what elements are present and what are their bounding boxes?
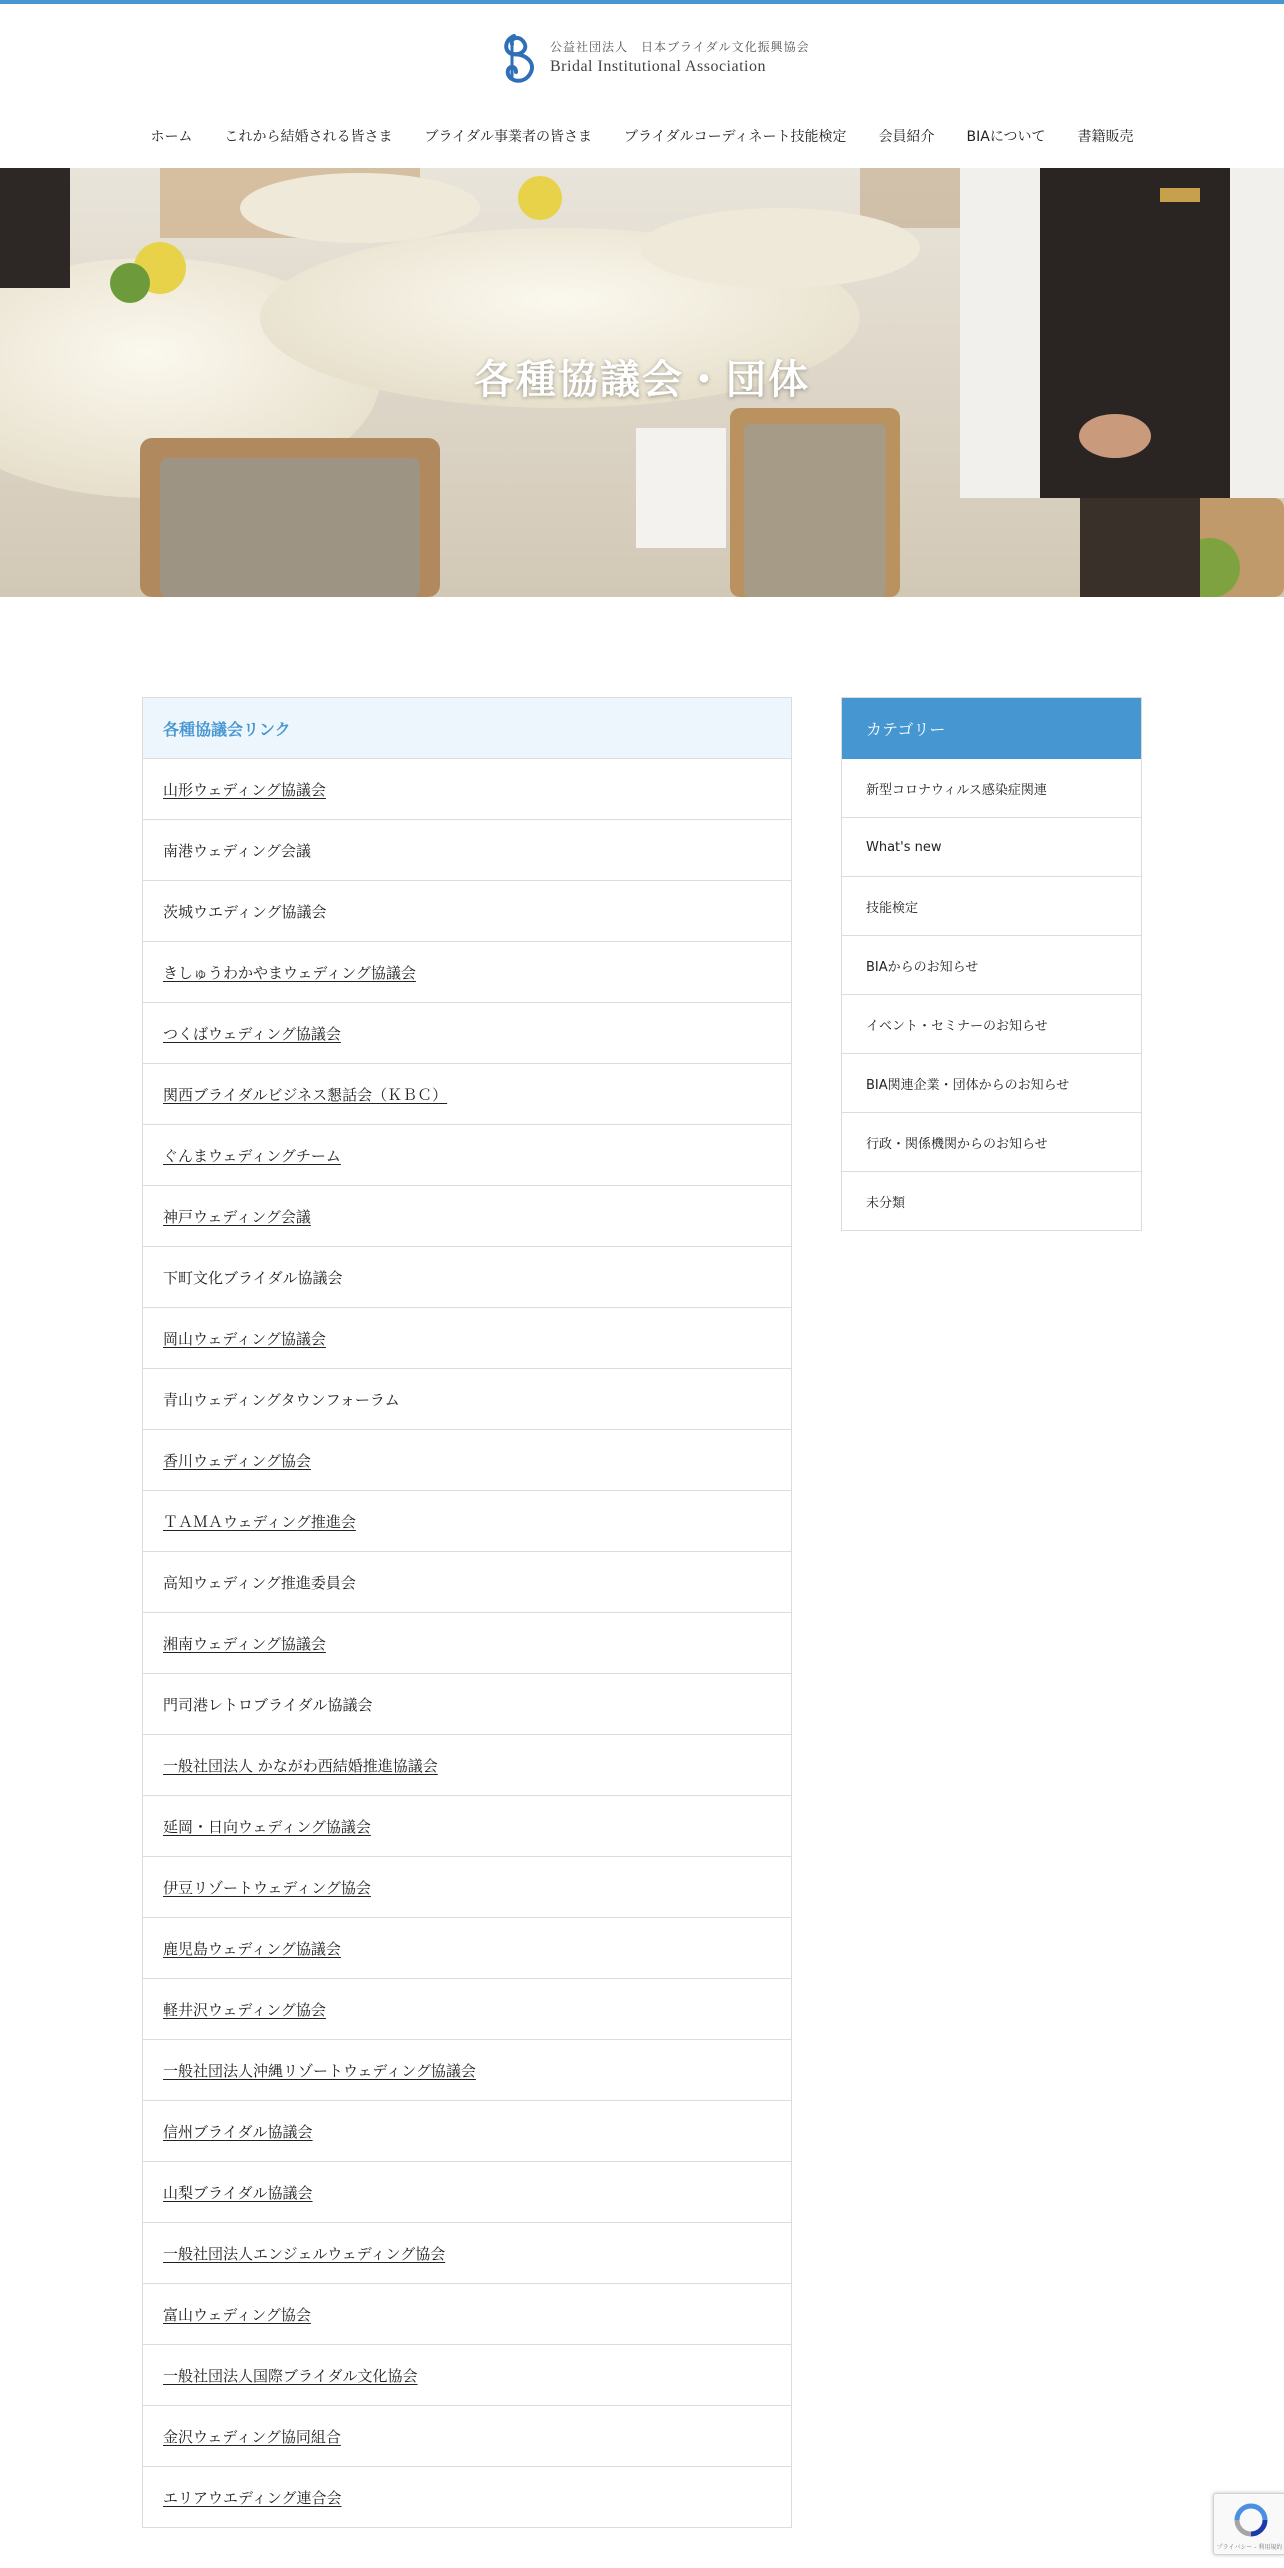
association-list-item — [143, 1247, 791, 1308]
association-list-item — [143, 1064, 791, 1125]
logo-japanese-text: 公益社団法人 日本ブライダル文化振興協会 — [550, 40, 810, 54]
association-list-item — [143, 1125, 791, 1186]
category-sidebar — [841, 697, 1142, 1231]
association-list-item — [143, 1857, 791, 1918]
association-list-item — [143, 1430, 791, 1491]
association-list-item — [143, 820, 791, 881]
association-list-item — [143, 1979, 791, 2040]
recaptcha-icon — [1233, 2502, 1269, 2538]
association-link[interactable]: 鹿児島ウェディング協議会 — [163, 1939, 341, 1958]
association-link[interactable]: 信州ブライダル協議会 — [163, 2122, 313, 2141]
association-link[interactable]: 一般社団法人エンジェルウェディング協会 — [163, 2244, 446, 2263]
association-list-item — [143, 2162, 791, 2223]
association-link[interactable]: ぐんまウェディングチーム — [163, 1146, 341, 1165]
nav-about[interactable]: BIAについて — [966, 129, 1046, 145]
association-list-item — [143, 1552, 791, 1613]
association-link[interactable]: 富山ウェディング協会 — [163, 2305, 311, 2324]
association-link[interactable]: 山形ウェディング協議会 — [163, 780, 326, 799]
association-link[interactable]: 神戸ウェディング会議 — [163, 1207, 311, 1226]
hero-banner — [0, 168, 1284, 597]
top-accent-bar — [0, 0, 1284, 4]
association-link[interactable]: 湘南ウェディング協議会 — [163, 1634, 326, 1653]
association-link[interactable]: 岡山ウェディング協議会 — [163, 1329, 326, 1348]
association-link[interactable]: 延岡・日向ウェディング協議会 — [163, 1817, 371, 1836]
association-list-item — [143, 1308, 791, 1369]
category-item[interactable]: イベント・セミナーのお知らせ — [842, 995, 1141, 1054]
association-link[interactable]: 一般社団法人 かながわ西結婚推進協議会 — [163, 1756, 438, 1775]
association-list-item — [143, 759, 791, 820]
association-list-item — [143, 942, 791, 1003]
logo-english-text: Bridal Institutional Association — [550, 58, 766, 75]
global-nav — [0, 120, 1284, 154]
category-item[interactable]: 技能検定 — [842, 877, 1141, 936]
association-name: 南港ウェディング会議 — [163, 841, 311, 860]
category-item[interactable]: 行政・関係機関からのお知らせ — [842, 1113, 1141, 1172]
association-link[interactable]: ＴＡＭＡウェディング推進会 — [163, 1512, 356, 1531]
page-title: 各種協議会・団体 — [474, 357, 810, 403]
association-list-item — [143, 2223, 791, 2284]
association-list-item — [143, 1735, 791, 1796]
association-links-heading: 各種協議会リンク — [143, 698, 791, 759]
category-item[interactable]: BIA関連企業・団体からのお知らせ — [842, 1054, 1141, 1113]
association-link[interactable]: 一般社団法人沖縄リゾートウェディング協議会 — [163, 2061, 476, 2080]
association-list-item — [143, 881, 791, 942]
association-link[interactable]: きしゅうわかやまウェディング協議会 — [163, 963, 416, 982]
category-heading: カテゴリー — [842, 698, 1141, 759]
category-item[interactable]: BIAからのお知らせ — [842, 936, 1141, 995]
association-name: 青山ウェディングタウンフォーラム — [163, 1390, 400, 1409]
nav-home[interactable]: ホーム — [150, 129, 193, 145]
association-name: 門司港レトロブライダル協議会 — [163, 1695, 373, 1714]
category-item[interactable]: 未分類 — [842, 1172, 1141, 1231]
association-link[interactable]: 香川ウェディング協会 — [163, 1451, 311, 1470]
nav-members[interactable]: 会員紹介 — [878, 129, 935, 145]
category-item[interactable]: 新型コロナウィルス感染症関連 — [842, 759, 1141, 818]
association-list-item — [143, 1918, 791, 1979]
nav-for-couples[interactable]: これから結婚される皆さま — [224, 129, 393, 145]
association-list-item — [143, 1003, 791, 1064]
association-link[interactable]: 一般社団法人国際ブライダル文化協会 — [163, 2366, 418, 2385]
association-list-item — [143, 1491, 791, 1552]
category-item[interactable]: What's new — [842, 818, 1141, 877]
association-list-item — [143, 1186, 791, 1247]
nav-for-businesses[interactable]: ブライダル事業者の皆さま — [424, 129, 593, 145]
site-logo[interactable] — [500, 30, 810, 86]
association-list-item — [143, 1369, 791, 1430]
association-link[interactable]: エリアウエディング連合会 — [163, 2488, 342, 2507]
association-list-item — [143, 1674, 791, 1735]
association-link[interactable]: 山梨ブライダル協議会 — [163, 2183, 313, 2202]
association-list-item — [143, 2406, 791, 2467]
association-name: 茨城ウエディング協議会 — [163, 902, 327, 921]
nav-books[interactable]: 書籍販売 — [1077, 129, 1134, 145]
association-list-item — [143, 2040, 791, 2101]
association-link[interactable]: 金沢ウェディング協同組合 — [163, 2427, 341, 2446]
association-list-item — [143, 2284, 791, 2345]
bia-logo-icon — [500, 30, 540, 86]
association-link[interactable]: つくばウェディング協議会 — [163, 1024, 341, 1043]
nav-skill-test[interactable]: ブライダルコーディネート技能検定 — [624, 129, 847, 145]
association-name: 下町文化ブライダル協議会 — [163, 1268, 343, 1287]
association-list-item — [143, 1613, 791, 1674]
association-link[interactable]: 関西ブライダルビジネス懇話会（ＫＢＣ） — [163, 1085, 448, 1104]
association-links-panel — [142, 697, 792, 2528]
recaptcha-terms[interactable]: プライバシー - 利用規約 — [1216, 2544, 1283, 2551]
association-name: 高知ウェディング推進委員会 — [163, 1573, 356, 1592]
association-link[interactable]: 伊豆リゾートウェディング協会 — [163, 1878, 371, 1897]
association-list-item — [143, 2467, 791, 2528]
association-link[interactable]: 軽井沢ウェディング協会 — [163, 2000, 326, 2019]
recaptcha-badge[interactable] — [1213, 2493, 1284, 2555]
association-list-item — [143, 1796, 791, 1857]
association-list-item — [143, 2101, 791, 2162]
association-list-item — [143, 2345, 791, 2406]
